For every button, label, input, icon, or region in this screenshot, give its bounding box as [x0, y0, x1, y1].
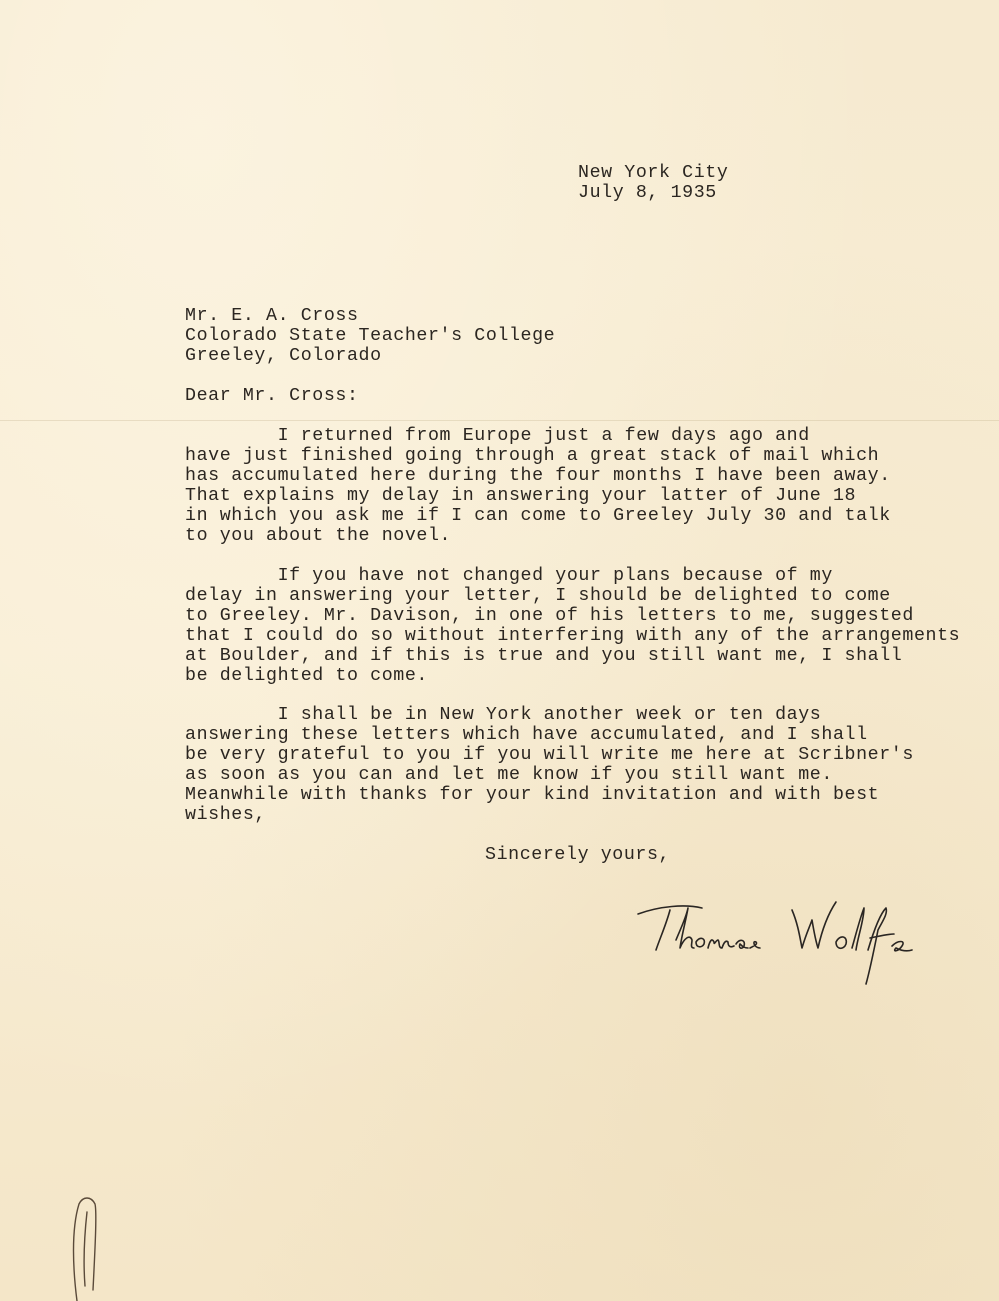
paragraph-3-line: answering these letters which have accumulated, and I shall: [185, 725, 868, 745]
signature-image: [630, 890, 930, 990]
closing: Sincerely yours,: [485, 845, 671, 865]
paragraph-1-line: has accumulated here during the four months I have been away.: [185, 466, 891, 486]
paragraph-2-line: If you have not changed your plans because of my: [185, 566, 833, 586]
paragraph-2-line: delay in answering your letter, I should be delighted to come: [185, 586, 891, 606]
paper-clip-mark: [55, 1190, 115, 1301]
paragraph-2-line: at Boulder, and if this is true and you still want me, I shall: [185, 646, 903, 666]
heading-date: July 8, 1935: [578, 183, 717, 203]
paragraph-2-line: be delighted to come.: [185, 666, 428, 686]
paragraph-3-line: be very grateful to you if you will write me here at Scribner's: [185, 745, 914, 765]
paragraph-1-line: I returned from Europe just a few days ago and: [185, 426, 810, 446]
paragraph-3-line: wishes,: [185, 805, 266, 825]
heading-city: New York City: [578, 163, 729, 183]
paragraph-3-line: I shall be in New York another week or ten days: [185, 705, 822, 725]
recipient-location: Greeley, Colorado: [185, 346, 382, 366]
salutation: Dear Mr. Cross:: [185, 386, 359, 406]
paragraph-3-line: Meanwhile with thanks for your kind invitation and with best: [185, 785, 880, 805]
paragraph-2-line: to Greeley. Mr. Davison, in one of his letters to me, suggested: [185, 606, 914, 626]
paragraph-2-line: that I could do so without interfering with any of the arrangements: [185, 626, 961, 646]
paragraph-1-line: in which you ask me if I can come to Greeley July 30 and talk: [185, 506, 891, 526]
paragraph-1-line: to you about the novel.: [185, 526, 452, 546]
recipient-name: Mr. E. A. Cross: [185, 306, 359, 326]
paragraph-3-line: as soon as you can and let me know if you still want me.: [185, 765, 833, 785]
paper-fold-line: [0, 420, 999, 421]
paragraph-1-line: That explains my delay in answering your latter of June 18: [185, 486, 857, 506]
recipient-institution: Colorado State Teacher's College: [185, 326, 556, 346]
paragraph-1-line: have just finished going through a great stack of mail which: [185, 446, 880, 466]
